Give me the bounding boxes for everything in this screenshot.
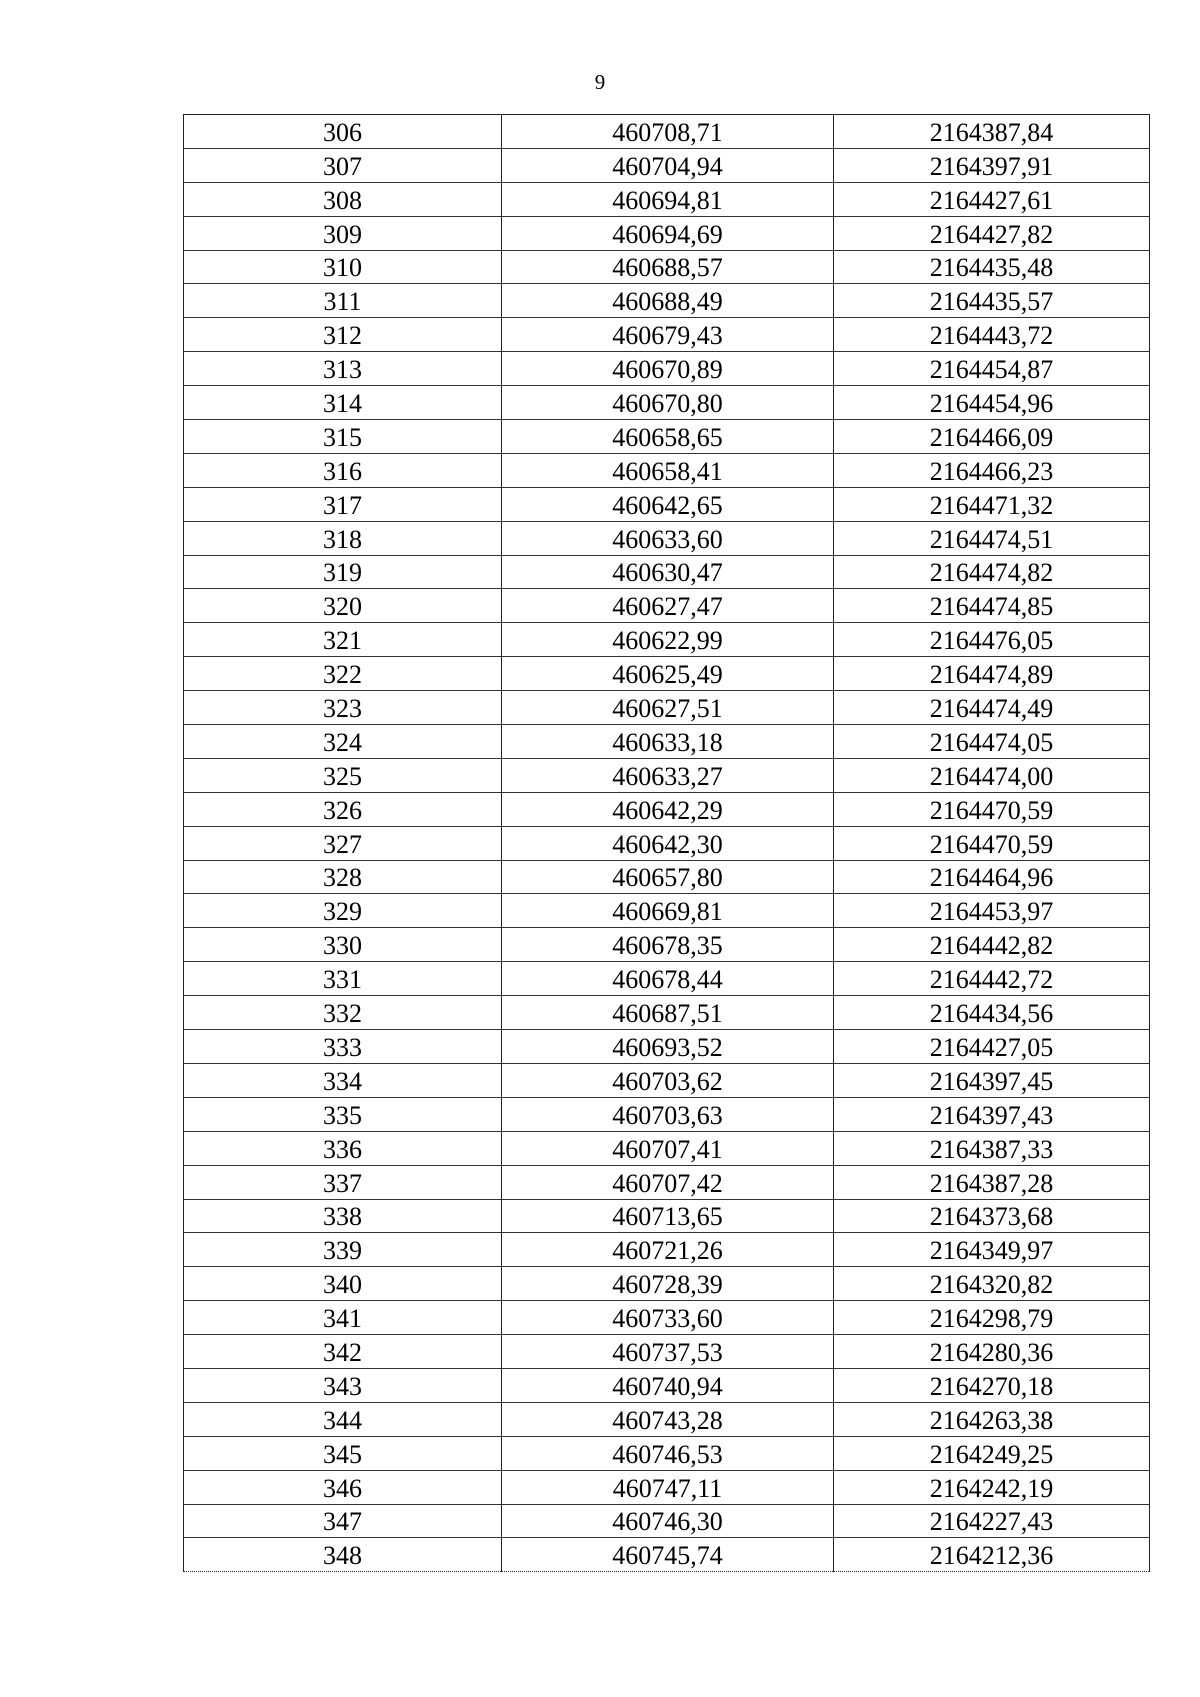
point-number-cell: 325 bbox=[184, 758, 502, 792]
x-coordinate-cell: 460737,53 bbox=[502, 1335, 834, 1369]
y-coordinate-cell: 2164427,05 bbox=[834, 1030, 1150, 1064]
x-coordinate-cell: 460708,71 bbox=[502, 115, 834, 149]
point-number-cell: 338 bbox=[184, 1199, 502, 1233]
y-coordinate-cell: 2164242,19 bbox=[834, 1470, 1150, 1504]
y-coordinate-cell: 2164474,05 bbox=[834, 725, 1150, 759]
x-coordinate-cell: 460694,81 bbox=[502, 182, 834, 216]
y-coordinate-cell: 2164227,43 bbox=[834, 1504, 1150, 1538]
y-coordinate-cell: 2164397,91 bbox=[834, 148, 1150, 182]
x-coordinate-cell: 460745,74 bbox=[502, 1538, 834, 1572]
point-number-cell: 314 bbox=[184, 386, 502, 420]
point-number-cell: 307 bbox=[184, 148, 502, 182]
y-coordinate-cell: 2164387,84 bbox=[834, 115, 1150, 149]
y-coordinate-cell: 2164466,09 bbox=[834, 420, 1150, 454]
point-number-cell: 346 bbox=[184, 1470, 502, 1504]
table-row bbox=[184, 216, 1150, 250]
x-coordinate-cell: 460625,49 bbox=[502, 657, 834, 691]
point-number-cell: 326 bbox=[184, 792, 502, 826]
point-number-cell: 342 bbox=[184, 1335, 502, 1369]
y-coordinate-cell: 2164454,96 bbox=[834, 386, 1150, 420]
y-coordinate-cell: 2164470,59 bbox=[834, 826, 1150, 860]
y-coordinate-cell: 2164476,05 bbox=[834, 623, 1150, 657]
y-coordinate-cell: 2164249,25 bbox=[834, 1436, 1150, 1470]
y-coordinate-cell: 2164454,87 bbox=[834, 352, 1150, 386]
point-number-cell: 334 bbox=[184, 1063, 502, 1097]
y-coordinate-cell: 2164387,33 bbox=[834, 1131, 1150, 1165]
x-coordinate-cell: 460693,52 bbox=[502, 1030, 834, 1064]
point-number-cell: 315 bbox=[184, 420, 502, 454]
y-coordinate-cell: 2164397,45 bbox=[834, 1063, 1150, 1097]
y-coordinate-cell: 2164387,28 bbox=[834, 1165, 1150, 1199]
table-row bbox=[184, 250, 1150, 284]
point-number-cell: 344 bbox=[184, 1402, 502, 1436]
point-number-cell: 343 bbox=[184, 1368, 502, 1402]
point-number-cell: 332 bbox=[184, 996, 502, 1030]
y-coordinate-cell: 2164280,36 bbox=[834, 1335, 1150, 1369]
table-row bbox=[184, 996, 1150, 1030]
point-number-cell: 308 bbox=[184, 182, 502, 216]
x-coordinate-cell: 460670,89 bbox=[502, 352, 834, 386]
table-row bbox=[184, 1233, 1150, 1267]
y-coordinate-cell: 2164298,79 bbox=[834, 1301, 1150, 1335]
x-coordinate-cell: 460658,65 bbox=[502, 420, 834, 454]
table-row bbox=[184, 1402, 1150, 1436]
point-number-cell: 309 bbox=[184, 216, 502, 250]
table-row bbox=[184, 1131, 1150, 1165]
x-coordinate-cell: 460627,51 bbox=[502, 691, 834, 725]
y-coordinate-cell: 2164464,96 bbox=[834, 860, 1150, 894]
point-number-cell: 341 bbox=[184, 1301, 502, 1335]
table-row bbox=[184, 352, 1150, 386]
point-number-cell: 319 bbox=[184, 555, 502, 589]
y-coordinate-cell: 2164453,97 bbox=[834, 894, 1150, 928]
table-row bbox=[184, 725, 1150, 759]
x-coordinate-cell: 460721,26 bbox=[502, 1233, 834, 1267]
point-number-cell: 324 bbox=[184, 725, 502, 759]
table-row bbox=[184, 1504, 1150, 1538]
x-coordinate-cell: 460657,80 bbox=[502, 860, 834, 894]
coordinates-table-body bbox=[184, 115, 1150, 1572]
table-row bbox=[184, 386, 1150, 420]
point-number-cell: 316 bbox=[184, 453, 502, 487]
y-coordinate-cell: 2164442,72 bbox=[834, 962, 1150, 996]
x-coordinate-cell: 460707,42 bbox=[502, 1165, 834, 1199]
x-coordinate-cell: 460678,44 bbox=[502, 962, 834, 996]
table-row bbox=[184, 1436, 1150, 1470]
y-coordinate-cell: 2164435,57 bbox=[834, 284, 1150, 318]
page-number: 9 bbox=[594, 70, 606, 94]
x-coordinate-cell: 460658,41 bbox=[502, 453, 834, 487]
coordinates-table bbox=[183, 114, 1150, 1572]
x-coordinate-cell: 460678,35 bbox=[502, 928, 834, 962]
x-coordinate-cell: 460694,69 bbox=[502, 216, 834, 250]
x-coordinate-cell: 460703,63 bbox=[502, 1097, 834, 1131]
table-row bbox=[184, 1470, 1150, 1504]
table-row bbox=[184, 623, 1150, 657]
point-number-cell: 330 bbox=[184, 928, 502, 962]
x-coordinate-cell: 460746,53 bbox=[502, 1436, 834, 1470]
table-row bbox=[184, 115, 1150, 149]
x-coordinate-cell: 460687,51 bbox=[502, 996, 834, 1030]
point-number-cell: 310 bbox=[184, 250, 502, 284]
table-row bbox=[184, 420, 1150, 454]
table-row bbox=[184, 555, 1150, 589]
x-coordinate-cell: 460707,41 bbox=[502, 1131, 834, 1165]
x-coordinate-cell: 460743,28 bbox=[502, 1402, 834, 1436]
point-number-cell: 339 bbox=[184, 1233, 502, 1267]
y-coordinate-cell: 2164474,89 bbox=[834, 657, 1150, 691]
table-row bbox=[184, 1097, 1150, 1131]
x-coordinate-cell: 460679,43 bbox=[502, 318, 834, 352]
table-row bbox=[184, 521, 1150, 555]
point-number-cell: 328 bbox=[184, 860, 502, 894]
point-number-cell: 323 bbox=[184, 691, 502, 725]
table-row bbox=[184, 318, 1150, 352]
x-coordinate-cell: 460728,39 bbox=[502, 1267, 834, 1301]
x-coordinate-cell: 460747,11 bbox=[502, 1470, 834, 1504]
point-number-cell: 306 bbox=[184, 115, 502, 149]
point-number-cell: 322 bbox=[184, 657, 502, 691]
table-row bbox=[184, 1335, 1150, 1369]
y-coordinate-cell: 2164320,82 bbox=[834, 1267, 1150, 1301]
table-row bbox=[184, 657, 1150, 691]
y-coordinate-cell: 2164427,82 bbox=[834, 216, 1150, 250]
y-coordinate-cell: 2164435,48 bbox=[834, 250, 1150, 284]
table-row bbox=[184, 1301, 1150, 1335]
table-row bbox=[184, 589, 1150, 623]
y-coordinate-cell: 2164263,38 bbox=[834, 1402, 1150, 1436]
x-coordinate-cell: 460627,47 bbox=[502, 589, 834, 623]
y-coordinate-cell: 2164474,85 bbox=[834, 589, 1150, 623]
point-number-cell: 331 bbox=[184, 962, 502, 996]
point-number-cell: 335 bbox=[184, 1097, 502, 1131]
table-row bbox=[184, 826, 1150, 860]
x-coordinate-cell: 460633,60 bbox=[502, 521, 834, 555]
x-coordinate-cell: 460713,65 bbox=[502, 1199, 834, 1233]
point-number-cell: 317 bbox=[184, 487, 502, 521]
table-row bbox=[184, 284, 1150, 318]
y-coordinate-cell: 2164427,61 bbox=[834, 182, 1150, 216]
x-coordinate-cell: 460688,49 bbox=[502, 284, 834, 318]
y-coordinate-cell: 2164270,18 bbox=[834, 1368, 1150, 1402]
point-number-cell: 337 bbox=[184, 1165, 502, 1199]
x-coordinate-cell: 460704,94 bbox=[502, 148, 834, 182]
table-row bbox=[184, 1368, 1150, 1402]
y-coordinate-cell: 2164373,68 bbox=[834, 1199, 1150, 1233]
point-number-cell: 336 bbox=[184, 1131, 502, 1165]
y-coordinate-cell: 2164442,82 bbox=[834, 928, 1150, 962]
point-number-cell: 318 bbox=[184, 521, 502, 555]
y-coordinate-cell: 2164474,51 bbox=[834, 521, 1150, 555]
y-coordinate-cell: 2164466,23 bbox=[834, 453, 1150, 487]
x-coordinate-cell: 460642,65 bbox=[502, 487, 834, 521]
x-coordinate-cell: 460746,30 bbox=[502, 1504, 834, 1538]
table-row bbox=[184, 792, 1150, 826]
x-coordinate-cell: 460642,30 bbox=[502, 826, 834, 860]
x-coordinate-cell: 460669,81 bbox=[502, 894, 834, 928]
point-number-cell: 327 bbox=[184, 826, 502, 860]
table-row bbox=[184, 1063, 1150, 1097]
y-coordinate-cell: 2164474,82 bbox=[834, 555, 1150, 589]
y-coordinate-cell: 2164470,59 bbox=[834, 792, 1150, 826]
table-row bbox=[184, 894, 1150, 928]
x-coordinate-cell: 460622,99 bbox=[502, 623, 834, 657]
point-number-cell: 311 bbox=[184, 284, 502, 318]
y-coordinate-cell: 2164443,72 bbox=[834, 318, 1150, 352]
y-coordinate-cell: 2164474,49 bbox=[834, 691, 1150, 725]
x-coordinate-cell: 460633,27 bbox=[502, 758, 834, 792]
y-coordinate-cell: 2164474,00 bbox=[834, 758, 1150, 792]
y-coordinate-cell: 2164397,43 bbox=[834, 1097, 1150, 1131]
table-row bbox=[184, 453, 1150, 487]
table-row bbox=[184, 860, 1150, 894]
y-coordinate-cell: 2164471,32 bbox=[834, 487, 1150, 521]
point-number-cell: 329 bbox=[184, 894, 502, 928]
table-row bbox=[184, 758, 1150, 792]
point-number-cell: 347 bbox=[184, 1504, 502, 1538]
x-coordinate-cell: 460740,94 bbox=[502, 1368, 834, 1402]
x-coordinate-cell: 460733,60 bbox=[502, 1301, 834, 1335]
table-row bbox=[184, 487, 1150, 521]
point-number-cell: 312 bbox=[184, 318, 502, 352]
table-row bbox=[184, 1030, 1150, 1064]
table-row bbox=[184, 182, 1150, 216]
x-coordinate-cell: 460703,62 bbox=[502, 1063, 834, 1097]
table-row bbox=[184, 928, 1150, 962]
table-row bbox=[184, 1199, 1150, 1233]
x-coordinate-cell: 460630,47 bbox=[502, 555, 834, 589]
y-coordinate-cell: 2164434,56 bbox=[834, 996, 1150, 1030]
x-coordinate-cell: 460642,29 bbox=[502, 792, 834, 826]
table-row bbox=[184, 1538, 1150, 1572]
table-row bbox=[184, 1165, 1150, 1199]
y-coordinate-cell: 2164349,97 bbox=[834, 1233, 1150, 1267]
table-row bbox=[184, 1267, 1150, 1301]
table-row bbox=[184, 691, 1150, 725]
x-coordinate-cell: 460688,57 bbox=[502, 250, 834, 284]
point-number-cell: 345 bbox=[184, 1436, 502, 1470]
x-coordinate-cell: 460633,18 bbox=[502, 725, 834, 759]
y-coordinate-cell: 2164212,36 bbox=[834, 1538, 1150, 1572]
table-row bbox=[184, 962, 1150, 996]
point-number-cell: 348 bbox=[184, 1538, 502, 1572]
x-coordinate-cell: 460670,80 bbox=[502, 386, 834, 420]
point-number-cell: 313 bbox=[184, 352, 502, 386]
point-number-cell: 340 bbox=[184, 1267, 502, 1301]
point-number-cell: 333 bbox=[184, 1030, 502, 1064]
point-number-cell: 320 bbox=[184, 589, 502, 623]
table-row bbox=[184, 148, 1150, 182]
point-number-cell: 321 bbox=[184, 623, 502, 657]
